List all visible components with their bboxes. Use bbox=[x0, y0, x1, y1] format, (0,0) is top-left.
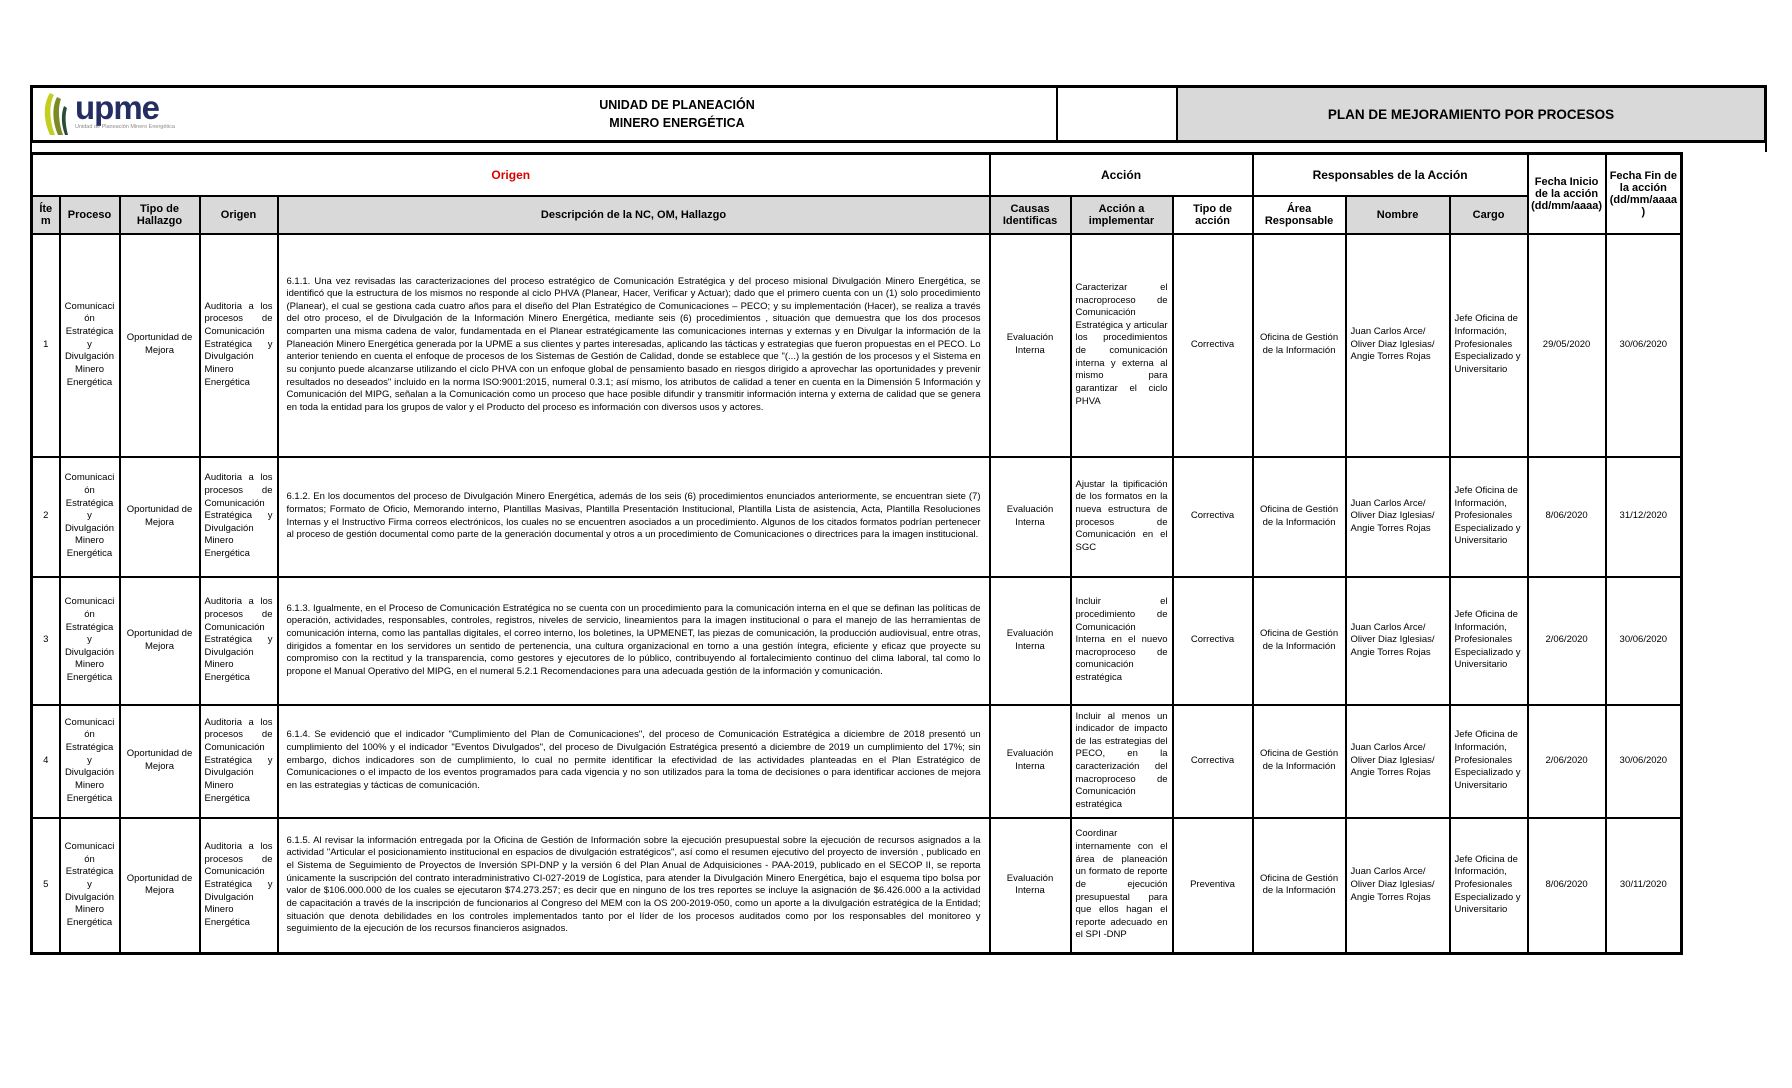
cell-area: Oficina de Gestión de la Información bbox=[1253, 234, 1346, 457]
cell-nombre: Juan Carlos Arce/ Oliver Diaz Iglesias/ Angie Torres Rojas bbox=[1346, 234, 1450, 457]
cell-descripcion: 6.1.3. Igualmente, en el Proceso de Comunicación Estratégica no se cuenta con un procedimiento para la comunicación interna en el que se definan las políticas de operación, actividades, responsables, controles, registros, niveles de servicio, lineamientos para la imagen institucional o para el manejo de las herramientas de comunicación interna, como las pantallas digitales, el correo interno, los boletines, la UPMENET, las piezas de comunicación, la producción audiovisual, entre otras, dirigidos a fomentar en los servidores un sentido de pertenencia, una cultura organizacional en torno a una gestión íntegra, eficiente y eficaz que proyecte su compromiso con la rectitud y la transparencia, como gestores y ejecutores de lo público, contribuyendo al fortalecimiento continuo del clima laboral, tal como lo propone el Manual Operativo del MIPG, en el numeral 5.2.1 Recomendaciones para una adecuada gestión de la información y comunicación. bbox=[278, 577, 990, 705]
cell-proceso: Comunicación Estratégica y Divulgación Minero Energética bbox=[60, 234, 120, 457]
cell-tipo-hallazgo: Oportunidad de Mejora bbox=[120, 577, 200, 705]
entity-name-line2: MINERO ENERGÉTICA bbox=[609, 116, 745, 130]
col-header-nombre: Nombre bbox=[1346, 196, 1450, 234]
cell-causas: Evaluación Interna bbox=[990, 705, 1071, 818]
col-header-causas: Causas Identificas bbox=[990, 196, 1071, 234]
col-header-fecha-fin: Fecha Fin de la acción (dd/mm/aaaa) bbox=[1606, 154, 1682, 234]
cell-origen: Auditoria a los procesos de Comunicación Estratégica y Divulgación Minero Energética bbox=[200, 818, 278, 954]
upme-logo-text: upme bbox=[75, 89, 160, 126]
cell-fecha-fin: 31/12/2020 bbox=[1606, 457, 1682, 577]
cell-descripcion: 6.1.5. Al revisar la información entregada por la Oficina de Gestión de Información sobre la ejecución presupuestal sobre la ejecución de recursos asignados a la actividad "Articular el posicionamiento institucional en espacios de divulgación estratégicos", así como el resumen ejecutivo del proyecto de inversión , publicado en el Sistema de Seguimiento de Proyectos de Inversión SPI-DNP y la versión 6 del Plan Anual de Adquisiciones - PAA-2019, publicado en el SECOP II, se reporta únicamente la suscripción del contrato interadministrativo CI-027-2019 de Logística, para atender la Divulgación Minero Energética, bajo el esquema tipo bolsa por valor de $106.000.000 de los cuales se ejecutaron $74.273.257; es decir que en ninguno de los tres reportes se incluye la asignación de $6.426.000 a la actividad de capacitación a través de la inscripción de funcionarios al Congreso del MEM con la OS 200-2019-050, como un aporte a la divulgación estratégica de la Entidad; situación que denota debilidades en los controles implementados tanto por el líder de los procesos auditados como por los responsables del monitoreo y seguimiento de la ejecución de los recursos financieros asignados. bbox=[278, 818, 990, 954]
col-header-accion: Acción a implementar bbox=[1071, 196, 1173, 234]
cell-tipo-accion: Correctiva bbox=[1173, 705, 1253, 818]
cell-cargo: Jefe Oficina de Información, Profesionales Especializado y Universitario bbox=[1450, 457, 1528, 577]
table-row bbox=[32, 818, 1682, 954]
col-header-tipo-hallazgo: Tipo de Hallazgo bbox=[120, 196, 200, 234]
cell-accion: Ajustar la tipificación de los formatos en la nueva estructura de procesos de Comunicación en el SGC bbox=[1071, 457, 1173, 577]
cell-nombre: Juan Carlos Arce/ Oliver Diaz Iglesias/ Angie Torres Rojas bbox=[1346, 705, 1450, 818]
group-header-accion: Acción bbox=[990, 154, 1253, 196]
cell-item: 1 bbox=[32, 234, 60, 457]
cell-fecha-inicio: 8/06/2020 bbox=[1528, 818, 1606, 954]
cell-origen: Auditoria a los procesos de Comunicación Estratégica y Divulgación Minero Energética bbox=[200, 577, 278, 705]
cell-fecha-inicio: 2/06/2020 bbox=[1528, 577, 1606, 705]
header-spacer bbox=[30, 143, 1767, 152]
table-row bbox=[32, 577, 1682, 705]
cell-tipo-accion: Correctiva bbox=[1173, 577, 1253, 705]
group-header-origen: Origen bbox=[32, 154, 990, 196]
cell-fecha-inicio: 2/06/2020 bbox=[1528, 705, 1606, 818]
cell-item: 3 bbox=[32, 577, 60, 705]
cell-origen: Auditoria a los procesos de Comunicación Estratégica y Divulgación Minero Energética bbox=[200, 457, 278, 577]
cell-accion: Incluir al menos un indicador de impacto de las estrategias del PECO, en la caracterización del macroproceso de Comunicación estratégica bbox=[1071, 705, 1173, 818]
group-header-row bbox=[32, 154, 1682, 196]
cell-causas: Evaluación Interna bbox=[990, 234, 1071, 457]
cell-tipo-hallazgo: Oportunidad de Mejora bbox=[120, 705, 200, 818]
cell-fecha-inicio: 8/06/2020 bbox=[1528, 457, 1606, 577]
entity-name-line1: UNIDAD DE PLANEACIÓN bbox=[599, 97, 755, 112]
cell-fecha-fin: 30/06/2020 bbox=[1606, 234, 1682, 457]
cell-cargo: Jefe Oficina de Información, Profesionales Especializado y Universitario bbox=[1450, 577, 1528, 705]
document-title: PLAN DE MEJORAMIENTO POR PROCESOS bbox=[1178, 88, 1764, 140]
cell-fecha-fin: 30/11/2020 bbox=[1606, 818, 1682, 954]
col-header-fecha-inicio: Fecha Inicio de la acción (dd/mm/aaaa) bbox=[1528, 154, 1606, 234]
cell-causas: Evaluación Interna bbox=[990, 818, 1071, 954]
cell-fecha-fin: 30/06/2020 bbox=[1606, 577, 1682, 705]
cell-proceso: Comunicación Estratégica y Divulgación Minero Energética bbox=[60, 457, 120, 577]
col-header-area: Área Responsable bbox=[1253, 196, 1346, 234]
cell-tipo-accion: Correctiva bbox=[1173, 457, 1253, 577]
col-header-tipo-accion: Tipo de acción bbox=[1173, 196, 1253, 234]
cell-descripcion: 6.1.2. En los documentos del proceso de Divulgación Minero Energética, además de los seis (6) procedimientos enunciados anteriormente, se encuentran siete (7) formatos; Formato de Oficio, Memorando interno, Plantillas Masivas, Plantilla Presentación Institucional, Plantilla Lista de asistencia, Acta, Plantilla Resoluciones Internas y el Instructivo Firma correos electrónicos, los cuales no se encuentren asociados a un procedimiento. Algunos de los citados formatos podrían pertenecer al proceso de gestión documental como parte de la generación documental y otros a un procedimiento de Comunicaciones o directrices para la imagen institucional. bbox=[278, 457, 990, 577]
cell-tipo-hallazgo: Oportunidad de Mejora bbox=[120, 234, 200, 457]
cell-item: 5 bbox=[32, 818, 60, 954]
plan-table bbox=[30, 152, 1683, 955]
group-header-responsables: Responsables de la Acción bbox=[1253, 154, 1528, 196]
cell-cargo: Jefe Oficina de Información, Profesionales Especializado y Universitario bbox=[1450, 705, 1528, 818]
cell-cargo: Jefe Oficina de Información, Profesionales Especializado y Universitario bbox=[1450, 818, 1528, 954]
cell-causas: Evaluación Interna bbox=[990, 577, 1071, 705]
cell-area: Oficina de Gestión de la Información bbox=[1253, 818, 1346, 954]
upme-logo-tagline: Unidad de Planeación Minero Energética bbox=[75, 124, 175, 131]
col-header-origen: Origen bbox=[200, 196, 278, 234]
cell-nombre: Juan Carlos Arce/ Oliver Diaz Iglesias/ Angie Torres Rojas bbox=[1346, 457, 1450, 577]
cell-area: Oficina de Gestión de la Información bbox=[1253, 705, 1346, 818]
cell-proceso: Comunicación Estratégica y Divulgación Minero Energética bbox=[60, 705, 120, 818]
cell-descripcion: 6.1.1. Una vez revisadas las caracterizaciones del proceso estratégico de Comunicación Estratégica y del proceso misional Divulgación Minero Energética, se identificó que la estructura de los mismos no responde al ciclo PHVA (Planear, Hacer, Verificar y Actuar); dado que el primero cuenta con un (1) solo procedimiento (Planear), el cual se gestiona cada cuatro años para el diseño del Plan Estratégico de Comunicaciones – PECO; y su implementación (Hacer), se realiza a través del otro proceso, el de Divulgación de la Información Minero Energética, mediante seis (6) procedimientos , situación que demuestra que los dos procesos comparten una misma cadena de valor, fundamentada en el Planear estratégicamente las comunicaciones internas y externas y en Divulgar la información de la Planeación Minero Energética generada por la UPME a sus clientes y partes interesadas, aplicando las tácticas y estrategias que fueron propuestas en el PECO. Lo anterior teniendo en cuenta el enfoque de procesos de los Sistemas de Gestión de Calidad, donde se establece que "(...) la gestión de los procesos y el Sistema en su conjunto puede alcanzarse utilizando el ciclo PHVA con un enfoque global de pensamiento basado en riesgos dirigido a aprovechar las oportunidades y prevenir resultados no deseados" incluido en la norma ISO:9001:2015, numeral 0.3.1; así mismo, los atributos de calidad a tener en cuenta en la Dimensión 5 Información y Comunicación del MIPG, señalan a la Comunicación como un proceso que hace posible difundir y transmitir información interna y externa de calidad que se genera en toda la entidad para los grupos de valor y el Producto del proceso es información con diversos usos y actores. bbox=[278, 234, 990, 457]
cell-tipo-hallazgo: Oportunidad de Mejora bbox=[120, 457, 200, 577]
upme-logo-icon bbox=[41, 92, 71, 136]
cell-accion: Incluir el procedimiento de Comunicación Interna en el nuevo macroproceso de comunicación estratégica bbox=[1071, 577, 1173, 705]
cell-tipo-hallazgo: Oportunidad de Mejora bbox=[120, 818, 200, 954]
col-header-cargo: Cargo bbox=[1450, 196, 1528, 234]
cell-tipo-accion: Correctiva bbox=[1173, 234, 1253, 457]
document-header bbox=[30, 85, 1767, 143]
cell-item: 2 bbox=[32, 457, 60, 577]
col-header-descripcion: Descripción de la NC, OM, Hallazgo bbox=[278, 196, 990, 234]
cell-descripcion: 6.1.4. Se evidenció que el indicador "Cumplimiento del Plan de Comunicaciones", del proceso de Comunicación Estratégica a diciembre de 2018 presentó un cumplimiento del 100% y el indicador "Eventos Divulgados", del proceso de Divulgación Estratégica presentó a diciembre de 2019 un cumplimiento del 17%; sin embargo, dichos indicadores son de cumplimiento, lo cual no permite identificar la efectividad de las actividades planteadas en el Plan Estratégico de Comunicaciones o el impacto de los eventos programados para cada vigencia y no son utilizados para la toma de decisiones o para identificar acciones de mejora en las estrategias y tácticas de comunicación. bbox=[278, 705, 990, 818]
col-header-item: Ítem bbox=[32, 196, 60, 234]
cell-origen: Auditoria a los procesos de Comunicación Estratégica y Divulgación Minero Energética bbox=[200, 234, 278, 457]
cell-fecha-inicio: 29/05/2020 bbox=[1528, 234, 1606, 457]
cell-nombre: Juan Carlos Arce/ Oliver Diaz Iglesias/ Angie Torres Rojas bbox=[1346, 577, 1450, 705]
document-sheet bbox=[30, 85, 1767, 955]
cell-origen: Auditoria a los procesos de Comunicación Estratégica y Divulgación Minero Energética bbox=[200, 705, 278, 818]
cell-accion: Coordinar internamente con el área de planeación un formato de reporte de ejecución presupuestal para que ellos hagan el reporte adecuado en el SPI -DNP bbox=[1071, 818, 1173, 954]
entity-name bbox=[298, 88, 1058, 140]
cell-proceso: Comunicación Estratégica y Divulgación Minero Energética bbox=[60, 818, 120, 954]
cell-area: Oficina de Gestión de la Información bbox=[1253, 457, 1346, 577]
cell-causas: Evaluación Interna bbox=[990, 457, 1071, 577]
cell-accion: Caracterizar el macroproceso de Comunicación Estratégica y articular los procedimientos de comunicación interna y externa al mismo para garantizar el ciclo PHVA bbox=[1071, 234, 1173, 457]
col-header-proceso: Proceso bbox=[60, 196, 120, 234]
upme-logo bbox=[33, 88, 298, 140]
cell-nombre: Juan Carlos Arce/ Oliver Diaz Iglesias/ Angie Torres Rojas bbox=[1346, 818, 1450, 954]
table-row bbox=[32, 705, 1682, 818]
table-row bbox=[32, 457, 1682, 577]
cell-proceso: Comunicación Estratégica y Divulgación Minero Energética bbox=[60, 577, 120, 705]
header-empty-cell bbox=[1058, 88, 1178, 140]
cell-area: Oficina de Gestión de la Información bbox=[1253, 577, 1346, 705]
cell-tipo-accion: Preventiva bbox=[1173, 818, 1253, 954]
cell-cargo: Jefe Oficina de Información, Profesionales Especializado y Universitario bbox=[1450, 234, 1528, 457]
table-row bbox=[32, 234, 1682, 457]
cell-fecha-fin: 30/06/2020 bbox=[1606, 705, 1682, 818]
cell-item: 4 bbox=[32, 705, 60, 818]
column-header-row bbox=[32, 196, 1682, 234]
